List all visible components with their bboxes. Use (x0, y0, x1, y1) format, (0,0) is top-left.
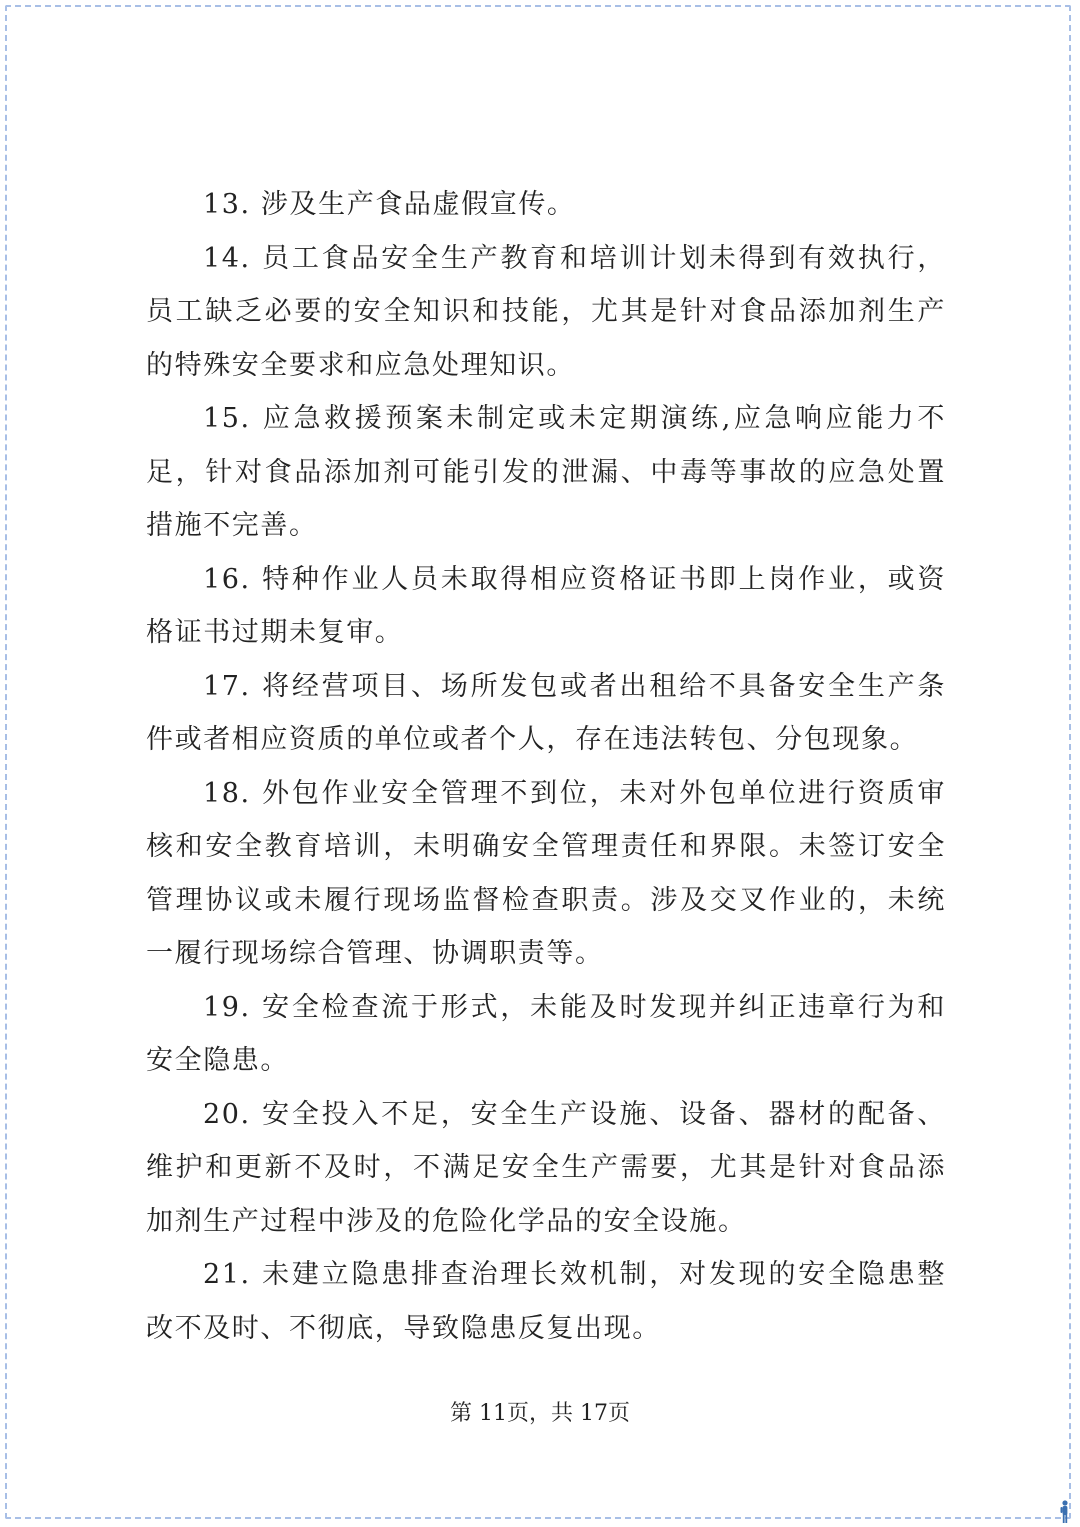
paragraph-15: 15. 应急救援预案未制定或未定期演练,应急响应能力不足，针对食品添加剂可能引发的泄漏、中毒等事故的应急处置措施不完善。 (146, 403, 946, 541)
paragraph-18: 18. 外包作业安全管理不到位，未对外包单位进行资质审核和安全教育培训，未明确安全管理责任和界限。未签订安全管理协议或未履行现场监督检查职责。涉及交叉作业的，未统一履行现场综合管理、协调职责等。 (146, 777, 946, 969)
paragraph-13: 13. 涉及生产食品虚假宣传。 (203, 189, 576, 220)
paragraph-14: 14. 员工食品安全生产教育和培训计划未得到有效执行，员工缺乏必要的安全知识和技能，尤其是针对食品添加剂生产的特殊安全要求和应急处理知识。 (146, 242, 946, 381)
page-number: 第 11页，共 17页 (450, 1401, 630, 1426)
paragraph-17: 17. 将经营项目、场所发包或者出租给不具备安全生产条件或者相应资质的单位或者个人，存在违法转包、分包现象。 (146, 670, 946, 755)
paragraph-19: 19. 安全检查流于形式，未能及时发现并纠正违章行为和安全隐患。 (146, 991, 946, 1076)
paragraph-20: 20. 安全投入不足，安全生产设施、设备、器材的配备、维护和更新不及时，不满足安全生产需要，尤其是针对食品添加剂生产过程中涉及的危险化学品的安全设施。 (146, 1098, 946, 1237)
paragraph-16: 16. 特种作业人员未取得相应资格证书即上岗作业，或资格证书过期未复审。 (146, 563, 946, 648)
person-figure-icon (1058, 1500, 1072, 1524)
paragraph-21: 21. 未建立隐患排查治理长效机制，对发现的安全隐患整改不及时、不彻底，导致隐患反复出现。 (146, 1259, 946, 1344)
document-body (146, 178, 946, 1355)
